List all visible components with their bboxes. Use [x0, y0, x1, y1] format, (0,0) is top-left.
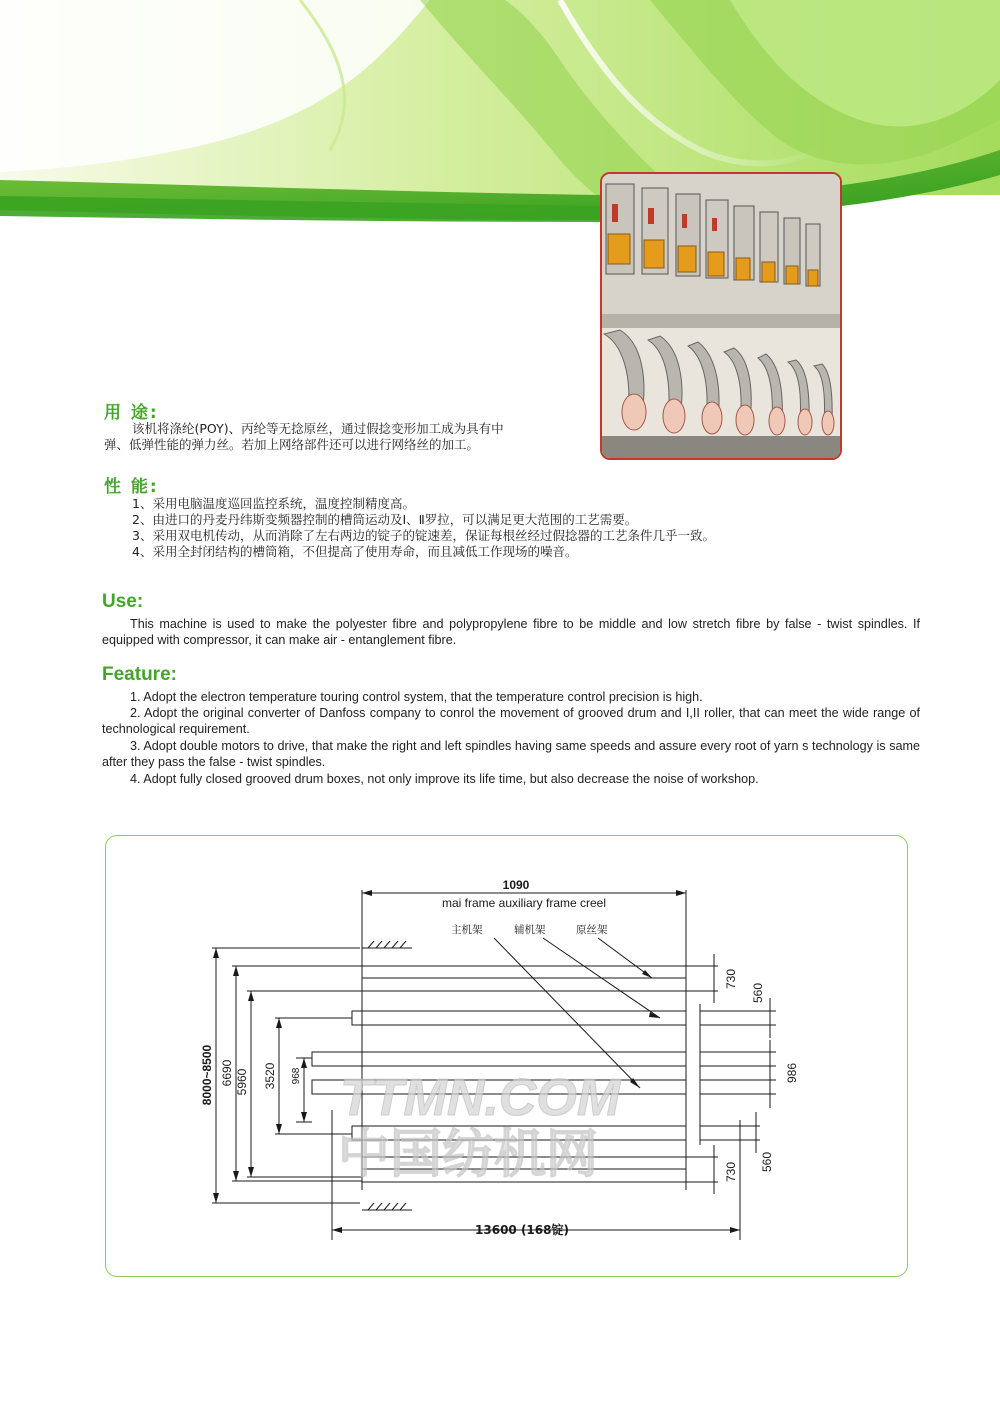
- cn-use-line-2: 弹、低弹性能的弹力丝。若加上网络部件还可以进行网络丝的加工。: [104, 437, 480, 452]
- en-use-text: This machine is used to make the polyester fibre and polypropylene fibre to be middle and low stretch fibre by false - twist spindles. If equipped with compressor, it can make air - entanglement fibre.: [102, 617, 920, 647]
- en-feature-item-1: 1. Adopt the electron temperature touring control system, that the temperature control precision is high.: [130, 690, 703, 704]
- en-feature-item-4: 4. Adopt fully closed grooved drum boxes, not only improve its life time, but also decrease the noise of workshop.: [130, 772, 759, 786]
- dim-560-top: 560: [751, 982, 765, 1004]
- cn-use-heading: 用 途:: [104, 403, 159, 423]
- en-feature-heading: Feature:: [102, 664, 177, 685]
- dim-3520: 3520: [263, 1062, 277, 1090]
- dim-730-top: 730: [724, 968, 738, 990]
- watermark-en: TTMN.COM: [340, 1069, 621, 1127]
- machine-photo: [600, 172, 842, 460]
- label-aux-frame: 辅机架: [514, 924, 546, 936]
- dim-968: 968: [291, 1067, 302, 1085]
- cn-feature-item-3: 3、采用双电机传动，从而消除了左右两边的锭子的锭速差，保证每根丝经过假捻器的工艺条件几乎一致。: [132, 528, 715, 543]
- dim-top-1090: 1090: [502, 878, 530, 892]
- dim-6690: 6690: [220, 1059, 234, 1087]
- dim-bottom-13600: 13600 (168锭): [475, 1223, 569, 1237]
- dim-5960: 5960: [235, 1068, 249, 1096]
- cn-use-line-1: 该机将涤纶(POY)、丙纶等无捻原丝，通过假捻变形加工成为具有中: [132, 421, 504, 436]
- cn-feature-heading: 性 能:: [104, 477, 159, 497]
- dim-986: 986: [785, 1062, 799, 1084]
- en-use-heading: Use:: [102, 591, 144, 612]
- en-feature-item-2: 2. Adopt the original converter of Danfoss company to conrol the movement of grooved drum and I,II roller, that can meet the wide range of technological requirement.: [102, 706, 920, 736]
- layout-diagram-frame: [105, 835, 908, 1277]
- green-wave-banner: [0, 0, 1000, 240]
- dim-560-bottom: 560: [760, 1151, 774, 1173]
- cn-feature-item-2: 2、由进口的丹麦丹纬斯变频器控制的槽筒运动及Ⅰ、Ⅱ罗拉，可以满足更大范围的工艺需要。: [132, 512, 638, 527]
- label-creel: 原丝架: [576, 924, 608, 936]
- en-feature-item-3: 3. Adopt double motors to drive, that make the right and left spindles having same speeds and assure every root of yarn s technology is same after they pass the false - twist spindles.: [102, 739, 920, 769]
- cn-feature-item-4: 4、采用全封闭结构的槽筒箱，不但提高了使用寿命，而且减低工作现场的噪音。: [132, 544, 578, 559]
- watermark-cn: 中国纺机网: [338, 1125, 599, 1185]
- cn-feature-item-1: 1、采用电脑温度巡回监控系统，温度控制精度高。: [132, 496, 415, 511]
- dim-8000-8500: 8000~8500: [200, 1044, 214, 1106]
- top-caption: mai frame auxiliary frame creel: [441, 896, 607, 910]
- label-main-frame: 主机架: [451, 924, 483, 936]
- dim-730-bottom: 730: [724, 1161, 738, 1183]
